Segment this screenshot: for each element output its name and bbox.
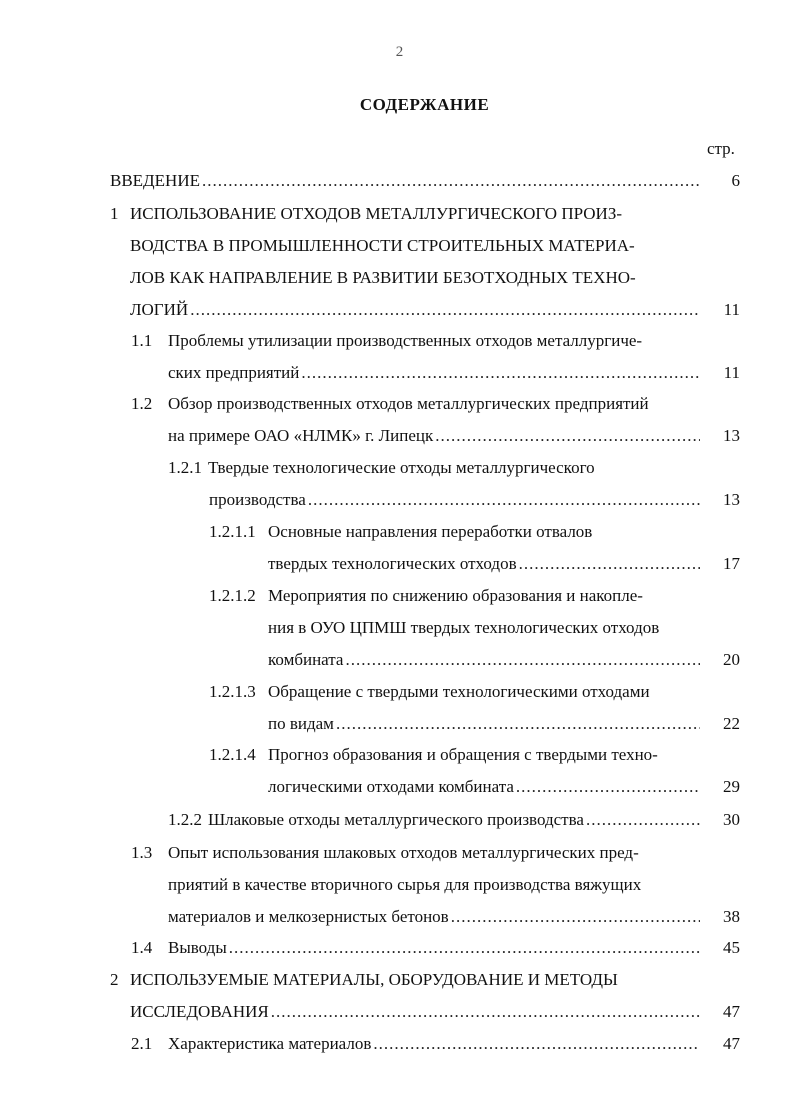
toc-leader-dots: [271, 998, 700, 1026]
toc-page-number: 29: [723, 777, 740, 796]
toc-entry-line: [268, 550, 704, 578]
toc-leader-dots: [435, 422, 700, 450]
toc-entry-line: [268, 646, 704, 674]
toc-entry-text: на примере ОАО «НЛМК» г. Липецк: [168, 426, 434, 445]
toc-entry-line: [131, 839, 639, 867]
toc-page-number: 11: [723, 363, 740, 382]
toc-entry-text: ИССЛЕДОВАНИЯ: [130, 1002, 269, 1021]
toc-entry-text: Обзор производственных отходов металлургических предприятий: [168, 394, 649, 413]
toc-entry-text: ских предприятий: [168, 363, 300, 382]
toc-page-number: 47: [723, 1034, 740, 1053]
toc-page-number: 38: [723, 907, 740, 926]
toc-entry-number: 2.1: [131, 1034, 153, 1053]
toc-leader-dots: [301, 359, 700, 387]
toc-entry-line: [168, 359, 704, 387]
toc-entry-line: [110, 200, 622, 228]
toc-entry-line: [268, 710, 704, 738]
toc-entry-text: Основные направления переработки отвалов: [268, 522, 593, 541]
toc-entry-text: материалов и мелкозернистых бетонов: [168, 907, 449, 926]
toc-page-number: 13: [723, 490, 740, 509]
toc-leader-dots: [345, 646, 700, 674]
toc-entry-line: [209, 741, 658, 769]
toc-leader-dots: [336, 710, 700, 738]
toc-entry-number: 1.3: [131, 843, 153, 862]
toc-leader-dots: [586, 806, 700, 834]
toc-entry-text: ИСПОЛЬЗУЕМЫЕ МАТЕРИАЛЫ, ОБОРУДОВАНИЕ И МЕТОДЫ: [130, 970, 618, 989]
toc-entry-text: Твердые технологические отходы металлургического: [208, 458, 595, 477]
toc-leader-dots: [451, 903, 700, 931]
toc-entry-text: логическими отходами комбината: [268, 777, 514, 796]
toc-entry-line: [168, 806, 704, 834]
toc-entry-line: [130, 264, 636, 292]
toc-leader-dots: [202, 167, 700, 195]
toc-leader-dots: [519, 550, 700, 578]
toc-entry-text: Выводы: [168, 938, 227, 957]
toc-entry-number: 1: [110, 204, 119, 223]
page-column-label: стр.: [707, 139, 735, 158]
toc-entry-text: производства: [209, 490, 306, 509]
toc-entry-text: ВОДСТВА В ПРОМЫШЛЕННОСТИ СТРОИТЕЛЬНЫХ МАТЕРИА-: [130, 236, 635, 255]
toc-entry-line: [131, 390, 649, 418]
toc-entry-number: 1.2.2: [168, 810, 202, 829]
toc-entry-text: ЛОГИЙ: [130, 300, 189, 319]
toc-entry-text: комбината: [268, 650, 344, 669]
toc-page-number: 17: [723, 554, 740, 573]
toc-entry-line: [209, 518, 593, 546]
toc-entry-line: [168, 454, 595, 482]
toc-entry-text: Мероприятия по снижению образования и накопле-: [268, 586, 643, 605]
toc-entry-line: [168, 871, 641, 899]
toc-entry-text: Проблемы утилизации производственных отходов металлургиче-: [168, 331, 643, 350]
toc-entry-text: Обращение с твердыми технологическими отходами: [268, 682, 650, 701]
toc-entry-text: приятий в качестве вторичного сырья для производства вяжущих: [168, 875, 642, 894]
toc-leader-dots: [516, 773, 700, 801]
toc-entry-line: [130, 998, 704, 1026]
toc-entry-number: 1.2.1.3: [209, 682, 256, 701]
toc-page-number: 13: [723, 426, 740, 445]
toc-entry-line: [168, 903, 704, 931]
toc-entry-line: [110, 167, 704, 195]
toc-entry-line: [130, 296, 704, 324]
toc-entry-text: Прогноз образования и обращения с твердыми техно-: [268, 745, 658, 764]
toc-entry-text: ИСПОЛЬЗОВАНИЕ ОТХОДОВ МЕТАЛЛУРГИЧЕСКОГО ПРОИЗ-: [130, 204, 622, 223]
toc-entry-line: [209, 582, 643, 610]
toc-entry-line: [268, 773, 704, 801]
toc-entry-text: ния в ОУО ЦПМШ твердых технологических отходов: [268, 618, 660, 637]
toc-entry-number: 1.1: [131, 331, 153, 350]
toc-leader-dots: [229, 934, 700, 962]
toc-entry-line: [268, 614, 659, 642]
toc-entry-text: ВВЕДЕНИЕ: [110, 171, 200, 190]
toc-entry-number: 1.4: [131, 938, 153, 957]
toc-entry-number: 1.2: [131, 394, 153, 413]
toc-page-number: 30: [723, 810, 740, 829]
toc-entry-line: [209, 678, 650, 706]
toc-entry-number: 1.2.1.2: [209, 586, 256, 605]
toc-entry-text: Опыт использования шлаковых отходов металлургических пред-: [168, 843, 639, 862]
toc-entry-line: [110, 966, 618, 994]
toc-entry-text: ЛОВ КАК НАПРАВЛЕНИЕ В РАЗВИТИИ БЕЗОТХОДНЫХ ТЕХНО-: [130, 268, 636, 287]
toc-leader-dots: [190, 296, 700, 324]
toc-page-number: 6: [731, 171, 740, 190]
toc-entry-line: [131, 934, 704, 962]
toc-entry-number: 1.2.1.1: [209, 522, 256, 541]
toc-page-number: 22: [723, 714, 740, 733]
toc-entry-text: твердых технологических отходов: [268, 554, 517, 573]
toc-page-number: 11: [723, 300, 740, 319]
toc-leader-dots: [308, 486, 700, 514]
toc-entry-line: [131, 1030, 704, 1058]
toc-entry-text: Характеристика материалов: [168, 1034, 372, 1053]
toc-entry-line: [131, 327, 643, 355]
toc-entry-number: 1.2.1.4: [209, 745, 256, 764]
toc-title: СОДЕРЖАНИЕ: [359, 95, 490, 114]
toc-entry-line: [130, 232, 635, 260]
toc-leader-dots: [373, 1030, 700, 1058]
toc-page-number: 45: [723, 938, 740, 957]
toc-entry-number: 2: [110, 970, 119, 989]
toc-entry-line: [209, 486, 704, 514]
toc-page-number: 20: [723, 650, 740, 669]
toc-entry-number: 1.2.1: [168, 458, 202, 477]
toc-entry-line: [168, 422, 704, 450]
toc-entry-text: по видам: [268, 714, 334, 733]
page-number: 2: [395, 44, 404, 60]
toc-entry-text: Шлаковые отходы металлургического производства: [208, 810, 584, 829]
toc-page-number: 47: [723, 1002, 740, 1021]
